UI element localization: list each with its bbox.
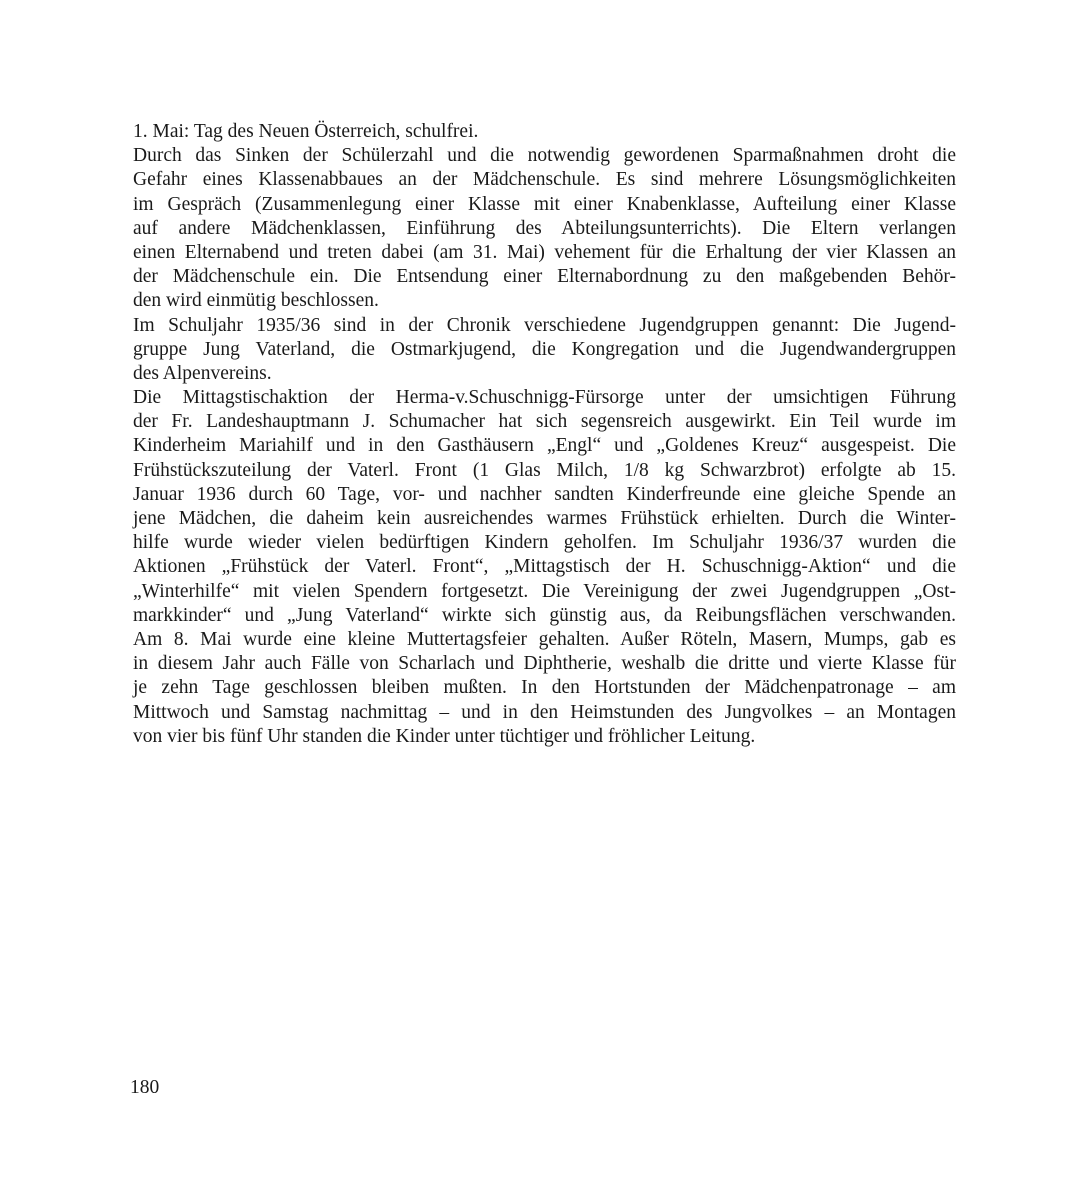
- text-line: Gefahr eines Klassenabbaues an der Mädchenschule. Es sind mehrere Lösungsmöglichkeiten: [133, 169, 956, 191]
- text-line: von vier bis fünf Uhr standen die Kinder unter tüchtiger und fröhlicher Leitung.: [133, 725, 756, 747]
- text-line: auf andere Mädchenklassen, Einführung des Abteilungsunterrichts). Die Eltern verlangen: [133, 217, 956, 239]
- text-line: Frühstückszuteilung der Vaterl. Front (1 Glas Milch, 1/8 kg Schwarzbrot) erfolgte ab 15.: [133, 459, 956, 481]
- text-line: Aktionen „Frühstück der Vaterl. Front“, „Mittagstisch der H. Schuschnigg-Aktion“ und die: [133, 556, 956, 578]
- text-line: Kinderheim Mariahilf und in den Gasthäusern „Engl“ und „Goldenes Kreuz“ ausgespeist. Die: [133, 435, 956, 457]
- text-line: jene Mädchen, die daheim kein ausreichendes warmes Frühstück erhielten. Durch die Winter-: [133, 508, 956, 529]
- text-line: im Gespräch (Zusammenlegung einer Klasse mit einer Knabenklasse, Aufteilung einer Klasse: [133, 193, 956, 215]
- text-line: Durch das Sinken der Schülerzahl und die notwendig gewordenen Sparmaßnahmen droht die: [133, 145, 956, 167]
- body-text: [133, 120, 956, 749]
- text-line: des Alpenvereins.: [133, 362, 272, 384]
- text-line: markkinder“ und „Jung Vaterland“ wirkte sich günstig aus, da Reibungsflächen verschwanden.: [133, 604, 956, 626]
- page-number: 180: [130, 1077, 160, 1098]
- text-line: Januar 1936 durch 60 Tage, vor- und nachher sandten Kinderfreunde eine gleiche Spende an: [133, 483, 956, 505]
- text-line: den wird einmütig beschlossen.: [133, 290, 379, 312]
- text-line: Im Schuljahr 1935/36 sind in der Chronik verschiedene Jugendgruppen genannt: Die Jugend-: [133, 314, 956, 336]
- text-line: „Winterhilfe“ mit vielen Spendern fortgesetzt. Die Vereinigung der zwei Jugendgruppen „Ost-: [133, 580, 956, 602]
- text-line: einen Elternabend und treten dabei (am 31. Mai) vehement für die Erhaltung der vier Klassen an: [133, 241, 956, 263]
- text-line: je zehn Tage geschlossen bleiben mußten. In den Hortstunden der Mädchenpatronage – am: [133, 677, 956, 699]
- text-line: Am 8. Mai wurde eine kleine Muttertagsfeier gehalten. Außer Röteln, Masern, Mumps, gab es: [133, 628, 956, 650]
- text-line: der Mädchenschule ein. Die Entsendung einer Elternabordnung zu den maßgebenden Behör-: [133, 266, 956, 288]
- text-line: Die Mittagstischaktion der Herma-v.Schuschnigg-Fürsorge unter der umsichtigen Führung: [133, 387, 956, 409]
- text-line: 1. Mai: Tag des Neuen Österreich, schulfrei.: [133, 121, 479, 142]
- text-line: hilfe wurde wieder vielen bedürftigen Kindern geholfen. Im Schuljahr 1936/37 wurden die: [133, 532, 956, 554]
- text-line: gruppe Jung Vaterland, die Ostmarkjugend, die Kongregation und die Jugendwandergruppen: [133, 338, 956, 360]
- text-line: der Fr. Landeshauptmann J. Schumacher hat sich segensreich ausgewirkt. Ein Teil wurde im: [133, 411, 956, 433]
- text-line: Mittwoch und Samstag nachmittag – und in den Heimstunden des Jungvolkes – an Montagen: [133, 701, 956, 723]
- text-line: in diesem Jahr auch Fälle von Scharlach und Diphtherie, weshalb die dritte und vierte Klasse für: [133, 653, 956, 675]
